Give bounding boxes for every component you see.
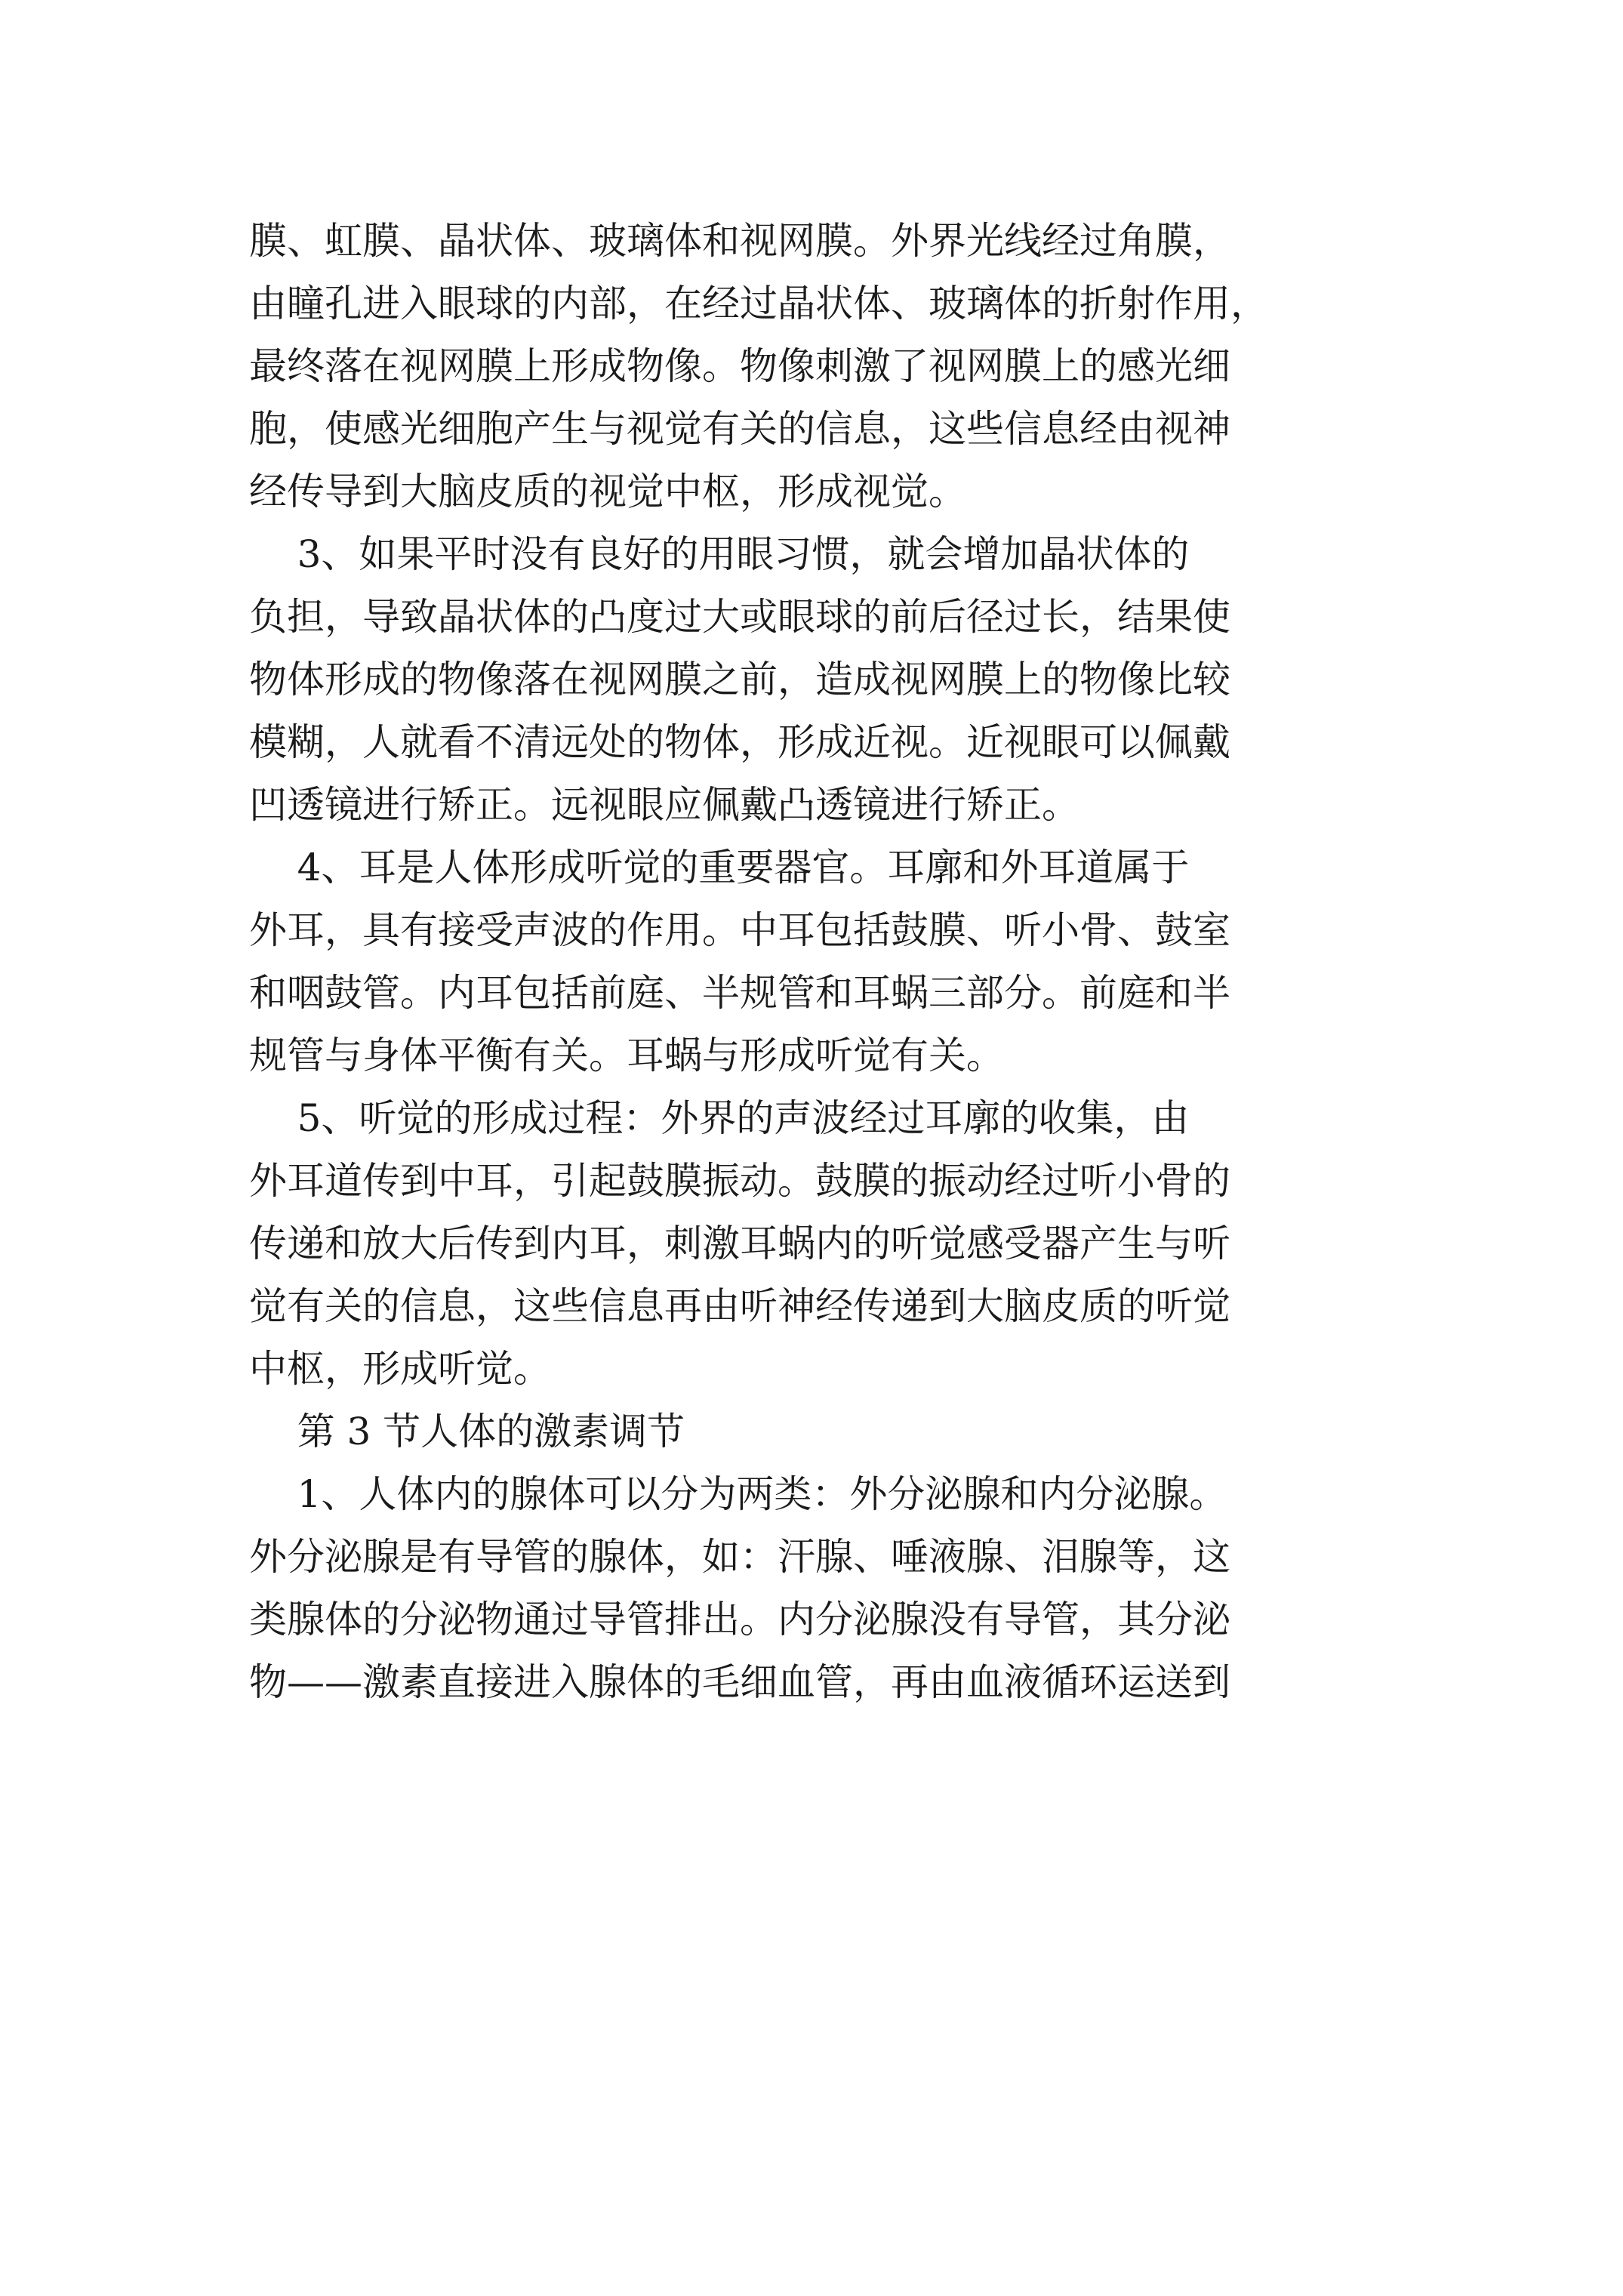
text-line: 凹透镜进行矫正。远视眼应佩戴凸透镜进行矫正。 [249, 783, 1079, 827]
text-line: 4、耳是人体形成听觉的重要器官。耳廓和外耳道属于 [249, 846, 1190, 889]
text-line: 负担，导致晶状体的凸度过大或眼球的前后径过长，结果使 [249, 595, 1230, 639]
text-line: 经传导到大脑皮质的视觉中枢，形成视觉。 [249, 470, 966, 513]
text-line: 规管与身体平衡有关。耳蜗与形成听觉有关。 [249, 1034, 1004, 1077]
text-line: 胞，使感光细胞产生与视觉有关的信息，这些信息经由视神 [249, 407, 1230, 451]
text-line: 中枢，形成听觉。 [249, 1347, 551, 1391]
text-line: 由瞳孔进入眼球的内部，在经过晶状体、玻璃体的折射作用， [249, 282, 1268, 325]
body-text [249, 210, 1381, 1714]
text-line: 5、听觉的形成过程：外界的声波经过耳廓的收集，由 [249, 1096, 1190, 1140]
text-line: 外分泌腺是有导管的腺体，如：汗腺、唾液腺、泪腺等，这 [249, 1535, 1230, 1579]
text-line: 类腺体的分泌物通过导管排出。内分泌腺没有导管，其分泌 [249, 1598, 1230, 1641]
text-line: 传递和放大后传到内耳，刺激耳蜗内的听觉感受器产生与听 [249, 1222, 1230, 1265]
text-line: 膜、虹膜、晶状体、玻璃体和视网膜。外界光线经过角膜， [249, 219, 1230, 263]
text-line: 觉有关的信息，这些信息再由听神经传递到大脑皮质的听觉 [249, 1284, 1230, 1328]
text-line: 3、如果平时没有良好的用眼习惯，就会增加晶状体的 [249, 532, 1190, 576]
text-line: 物体形成的物像落在视网膜之前，造成视网膜上的物像比较 [249, 658, 1230, 701]
text-line: 模糊，人就看不清远处的物体，形成近视。近视眼可以佩戴 [249, 720, 1230, 764]
text-line: 外耳，具有接受声波的作用。中耳包括鼓膜、听小骨、鼓室 [249, 908, 1230, 952]
text-line: 1、人体内的腺体可以分为两类：外分泌腺和内分泌腺。 [249, 1472, 1227, 1516]
text-line: 外耳道传到中耳，引起鼓膜振动。鼓膜的振动经过听小骨的 [249, 1159, 1230, 1203]
text-line: 和咽鼓管。内耳包括前庭、半规管和耳蜗三部分。前庭和半 [249, 971, 1230, 1015]
section-heading: 第 3 节人体的激素调节 [249, 1410, 685, 1453]
text-line: 最终落在视网膜上形成物像。物像刺激了视网膜上的感光细 [249, 344, 1230, 388]
text-line: 物——激素直接进入腺体的毛细血管，再由血液循环运送到 [249, 1660, 1230, 1704]
